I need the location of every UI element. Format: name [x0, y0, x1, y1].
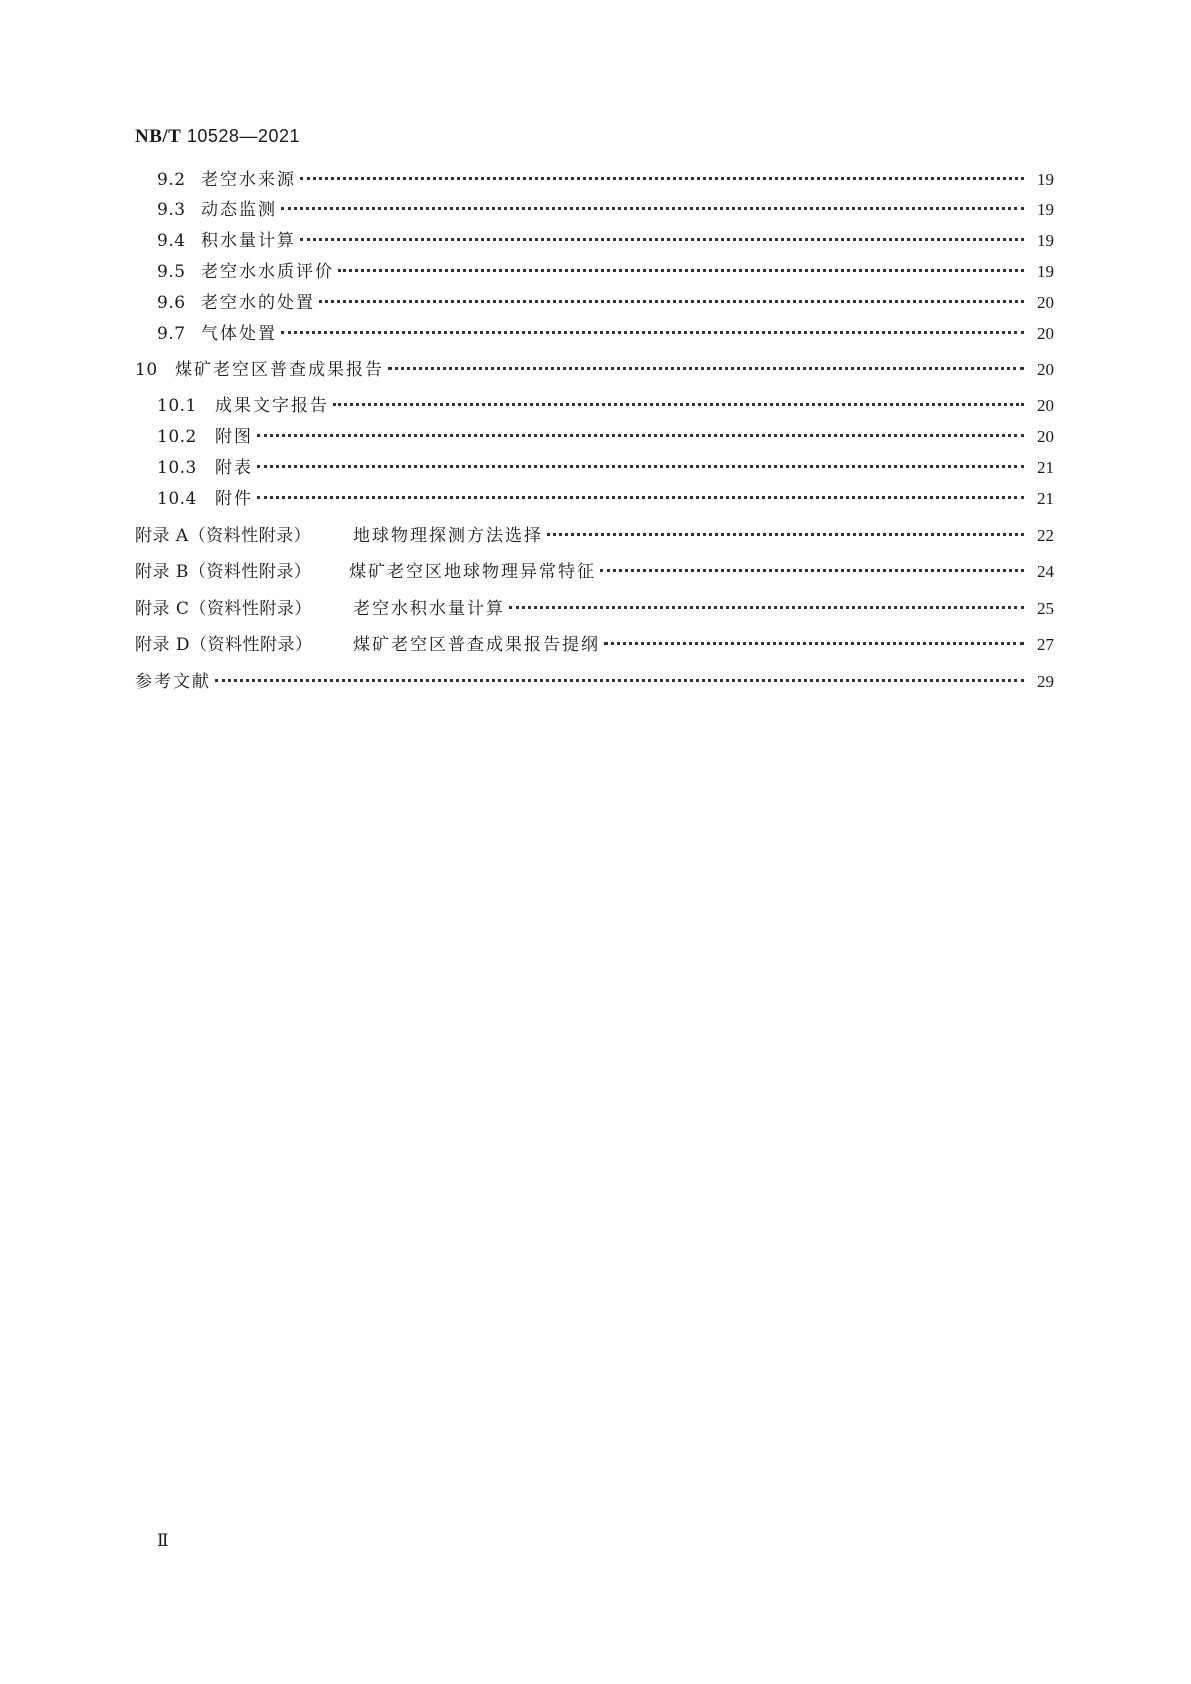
toc-title: 老空水来源: [201, 170, 296, 190]
toc-leader-dots: [604, 642, 1024, 645]
toc-entry-9-7[interactable]: [157, 322, 1054, 346]
toc-entry-9-6[interactable]: [157, 291, 1054, 315]
toc-title: 积水量计算: [201, 231, 296, 251]
toc-entry-9-5[interactable]: [157, 260, 1054, 284]
toc-entry-references[interactable]: [135, 670, 1054, 694]
toc-number: 9.3: [157, 200, 186, 220]
toc-title: 煤矿老空区地球物理异常特征: [349, 562, 596, 582]
toc-leader-dots: [319, 300, 1024, 303]
toc-entry-appendix-d[interactable]: [135, 633, 1054, 657]
toc-leader-dots: [281, 331, 1024, 334]
toc-entry-9-4[interactable]: [157, 229, 1054, 253]
toc-number: 9.5: [157, 262, 186, 282]
standard-number: 10528—2021: [186, 126, 300, 146]
toc-entry-9-2[interactable]: [157, 168, 1054, 192]
toc-page-number: 29: [1037, 672, 1054, 691]
toc-page-number: 19: [1037, 170, 1054, 189]
toc-entry-10[interactable]: [135, 358, 1054, 382]
toc-number: 10.4: [157, 489, 197, 509]
toc-leader-dots: [300, 177, 1024, 180]
toc-title: 参考文献: [135, 672, 211, 692]
toc-entry-appendix-c[interactable]: [135, 597, 1054, 621]
toc-entry-10-3[interactable]: [157, 456, 1054, 480]
toc-leader-dots: [300, 238, 1024, 241]
toc-page-number: 21: [1037, 458, 1054, 477]
toc-leader-dots: [547, 533, 1024, 536]
toc-entry-10-1[interactable]: [157, 394, 1054, 418]
toc-page-number: 21: [1037, 489, 1054, 508]
toc-number: 9.2: [157, 170, 186, 190]
toc-page-number: 24: [1037, 562, 1054, 581]
toc-number: 10.2: [157, 427, 197, 447]
toc-leader-dots: [257, 496, 1024, 499]
toc-leader-dots: [257, 434, 1024, 437]
toc-page-number: 19: [1037, 262, 1054, 281]
toc-title: 附件: [215, 489, 253, 509]
toc-title: 成果文字报告: [215, 396, 329, 416]
toc-title: 老空水积水量计算: [353, 599, 505, 619]
toc-page-number: 20: [1037, 427, 1054, 446]
toc-entry-10-2[interactable]: [157, 425, 1054, 449]
toc-number: 10.1: [157, 396, 197, 416]
toc-title: 老空水的处置: [201, 293, 315, 313]
toc-page-number: 19: [1037, 231, 1054, 250]
toc-title: 煤矿老空区普查成果报告提纲: [353, 635, 600, 655]
toc-entry-10-4[interactable]: [157, 487, 1054, 511]
toc-entry-appendix-a[interactable]: [135, 524, 1054, 548]
standard-code: NB/T: [135, 126, 182, 147]
toc-leader-dots: [338, 269, 1024, 272]
toc-page-number: 27: [1037, 635, 1054, 654]
toc-page-number: 20: [1037, 324, 1054, 343]
toc-leader-dots: [333, 403, 1024, 406]
toc-number: 附录 D（资料性附录）: [135, 635, 313, 655]
toc-leader-dots: [257, 465, 1024, 468]
toc-leader-dots: [281, 207, 1024, 210]
toc-number: 10: [135, 360, 158, 380]
toc-number: 9.7: [157, 324, 186, 344]
toc-title: 地球物理探测方法选择: [353, 526, 543, 546]
toc-entry-appendix-b[interactable]: [135, 560, 1054, 584]
toc-title: 附表: [215, 458, 253, 478]
toc-number: 附录 A（资料性附录）: [135, 526, 312, 546]
toc-leader-dots: [215, 679, 1024, 682]
toc-page-number: 20: [1037, 396, 1054, 415]
page-number-footer: Ⅱ: [157, 1531, 169, 1550]
toc-number: 10.3: [157, 458, 197, 478]
toc-page-number: 19: [1037, 200, 1054, 219]
toc-page-number: 22: [1037, 526, 1054, 545]
toc-number: 附录 C（资料性附录）: [135, 599, 312, 619]
toc-number: 9.6: [157, 293, 186, 313]
toc-leader-dots: [600, 569, 1024, 572]
toc-entry-9-3[interactable]: [157, 198, 1054, 222]
toc-leader-dots: [388, 367, 1024, 370]
toc-number: 9.4: [157, 231, 186, 251]
toc-page-number: 20: [1037, 360, 1054, 379]
toc-page-number: 25: [1037, 599, 1054, 618]
toc-title: 附图: [215, 427, 253, 447]
toc-title: 气体处置: [201, 324, 277, 344]
toc-title: 煤矿老空区普查成果报告: [175, 360, 384, 380]
toc-page-number: 20: [1037, 293, 1054, 312]
toc-title: 动态监测: [201, 200, 277, 220]
toc-number: 附录 B（资料性附录）: [135, 562, 312, 582]
toc-title: 老空水水质评价: [201, 262, 334, 282]
toc-leader-dots: [509, 606, 1024, 609]
